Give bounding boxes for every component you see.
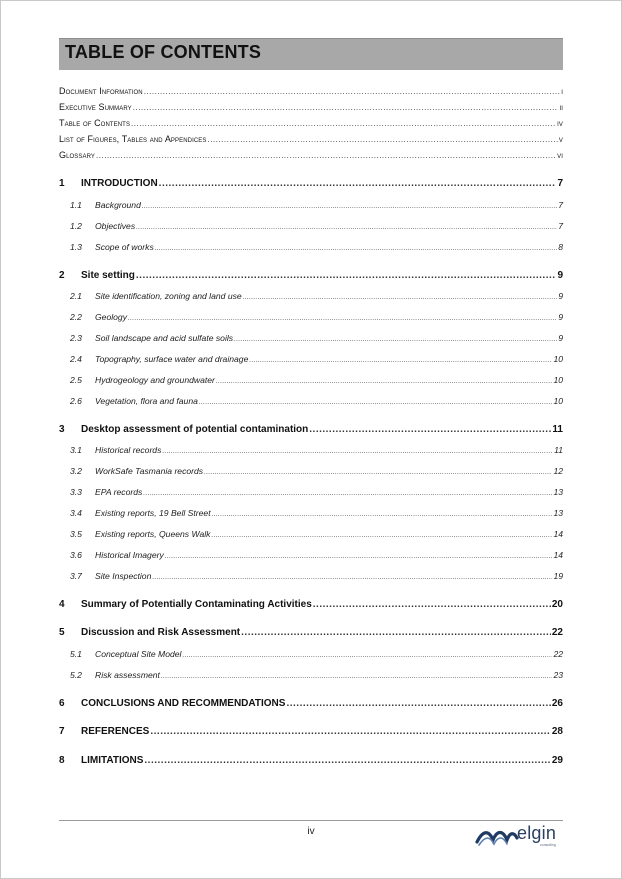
subsection-number: 3.2	[70, 466, 82, 476]
section-title: INTRODUCTION	[81, 178, 158, 189]
subsection-title: Existing reports, 19 Bell Street	[95, 508, 211, 518]
subsection-number: 3.3	[70, 487, 82, 497]
subsection-page: 12	[553, 466, 563, 476]
toc-subsection[interactable]	[59, 508, 563, 518]
subsection-title: Vegetation, flora and fauna	[95, 396, 198, 406]
subsection-number: 2.2	[70, 312, 82, 322]
subsection-number: 3.6	[70, 550, 82, 560]
title-bar	[59, 38, 563, 70]
toc-subsection[interactable]	[59, 445, 563, 455]
toc-entry-front[interactable]	[59, 134, 563, 144]
subsection-page: 14	[553, 529, 563, 539]
toc-subsection[interactable]	[59, 649, 563, 659]
subsection-page: 13	[553, 508, 563, 518]
toc-section-2[interactable]	[59, 270, 563, 281]
toc-subsection[interactable]	[59, 333, 563, 343]
toc-section-3[interactable]	[59, 424, 563, 435]
toc-subsection[interactable]	[59, 291, 563, 301]
toc-entry-label: Document Information	[59, 86, 143, 96]
subsection-number: 2.1	[70, 291, 82, 301]
page-title: TABLE OF CONTENTS	[65, 42, 262, 62]
section-title: Site setting	[81, 270, 135, 281]
subsection-page: 14	[553, 550, 563, 560]
subsection-page: 23	[553, 670, 563, 680]
subsection-title: Existing reports, Queens Walk	[95, 529, 211, 539]
section-page: 29	[551, 755, 563, 766]
subsection-number: 3.1	[70, 445, 82, 455]
toc-section-5[interactable]	[59, 627, 563, 638]
subsection-title: Geology	[95, 312, 128, 322]
section-page: 26	[551, 698, 563, 709]
toc-section-6[interactable]	[59, 698, 563, 709]
subsection-page: 13	[553, 487, 563, 497]
toc-subsection[interactable]	[59, 221, 563, 231]
toc-section-1[interactable]	[59, 178, 563, 189]
subsection-title: Site Inspection	[95, 571, 152, 581]
toc-section-7[interactable]	[59, 726, 563, 737]
section-number: 7	[59, 726, 65, 737]
subsection-title: Background	[95, 200, 141, 210]
toc-entry-page: v	[558, 135, 563, 144]
subsection-page: 9	[558, 312, 563, 322]
toc-entry-page: i	[561, 87, 563, 96]
subsection-page: 19	[553, 571, 563, 581]
toc-entry-front[interactable]	[59, 86, 563, 96]
toc-entry-page: vi	[557, 151, 563, 160]
subsection-title: Site identification, zoning and land use	[95, 291, 242, 301]
toc-subsection[interactable]	[59, 670, 563, 680]
subsection-number: 1.2	[70, 221, 82, 231]
footer-page-number: iv	[307, 826, 315, 837]
section-page: 22	[551, 627, 563, 638]
subsection-number: 1.3	[70, 242, 82, 252]
subsection-title: EPA records	[95, 487, 143, 497]
section-title: CONCLUSIONS AND RECOMMENDATIONS	[81, 698, 286, 709]
toc-entry-label: Table of Contents	[59, 118, 131, 128]
section-title: Discussion and Risk Assessment	[81, 627, 241, 638]
toc-subsection[interactable]	[59, 354, 563, 364]
toc-entry-label: Glossary	[59, 150, 96, 160]
toc-subsection[interactable]	[59, 466, 563, 476]
subsection-title: Topography, surface water and drainage	[95, 354, 249, 364]
toc-subsection[interactable]	[59, 550, 563, 560]
section-number: 6	[59, 698, 65, 709]
section-number: 3	[59, 424, 65, 435]
subsection-number: 1.1	[70, 200, 82, 210]
section-page: 9	[557, 270, 563, 281]
subsection-number: 3.5	[70, 529, 82, 539]
section-page: 11	[552, 424, 563, 435]
toc-entry-label: Executive Summary	[59, 102, 132, 112]
subsection-page: 10	[553, 354, 563, 364]
toc-subsection[interactable]	[59, 375, 563, 385]
subsection-page: 11	[554, 445, 563, 455]
toc-entry-page: ii	[559, 103, 563, 112]
subsection-title: WorkSafe Tasmania records	[95, 466, 204, 476]
toc-section-8[interactable]	[59, 755, 563, 766]
section-title: REFERENCES	[81, 726, 150, 737]
section-number: 2	[59, 270, 65, 281]
section-page: 7	[557, 178, 563, 189]
toc-subsection[interactable]	[59, 396, 563, 406]
subsection-title: Objectives	[95, 221, 136, 231]
section-number: 4	[59, 599, 65, 610]
subsection-page: 10	[553, 375, 563, 385]
toc-section-4[interactable]	[59, 599, 563, 610]
toc-subsection[interactable]	[59, 242, 563, 252]
toc-entry-label: List of Figures, Tables and Appendices	[59, 134, 207, 144]
subsection-number: 3.4	[70, 508, 82, 518]
subsection-title: Hydrogeology and groundwater	[95, 375, 215, 385]
subsection-page: 10	[553, 396, 563, 406]
toc-subsection[interactable]	[59, 529, 563, 539]
toc-entry-page: iv	[557, 119, 563, 128]
subsection-title: Risk assessment	[95, 670, 160, 680]
subsection-number: 2.3	[70, 333, 82, 343]
subsection-title: Conceptual Site Model	[95, 649, 182, 659]
section-title: LIMITATIONS	[81, 755, 144, 766]
subsection-page: 7	[558, 200, 563, 210]
toc-entry-front[interactable]	[59, 102, 563, 112]
subsection-page: 9	[558, 333, 563, 343]
toc-subsection[interactable]	[59, 487, 563, 497]
toc-entry-front[interactable]	[59, 150, 563, 160]
section-number: 8	[59, 755, 65, 766]
subsection-page: 22	[553, 649, 563, 659]
subsection-number: 5.1	[70, 649, 82, 659]
subsection-title: Soil landscape and acid sulfate soils	[95, 333, 234, 343]
toc-subsection[interactable]	[59, 200, 563, 210]
subsection-number: 5.2	[70, 670, 82, 680]
subsection-number: 3.7	[70, 571, 82, 581]
section-page: 20	[551, 599, 563, 610]
toc-entry-front[interactable]	[59, 118, 563, 128]
subsection-page: 8	[558, 242, 563, 252]
subsection-number: 2.6	[70, 396, 82, 406]
subsection-number: 2.4	[70, 354, 82, 364]
subsection-title: Scope of works	[95, 242, 154, 252]
subsection-title: Historical records	[95, 445, 162, 455]
subsection-title: Historical Imagery	[95, 550, 164, 560]
toc-subsection[interactable]	[59, 571, 563, 581]
section-number: 1	[59, 178, 65, 189]
section-title: Summary of Potentially Contaminating Activities	[81, 599, 312, 610]
logo-subtext: consulting	[540, 843, 556, 847]
subsection-page: 9	[558, 291, 563, 301]
toc-subsection[interactable]	[59, 312, 563, 322]
section-number: 5	[59, 627, 65, 638]
logo-wordmark: elgin	[517, 823, 557, 843]
subsection-number: 2.5	[70, 375, 82, 385]
section-title: Desktop assessment of potential contamination	[81, 424, 309, 435]
section-page: 28	[551, 726, 563, 737]
subsection-page: 7	[558, 221, 563, 231]
